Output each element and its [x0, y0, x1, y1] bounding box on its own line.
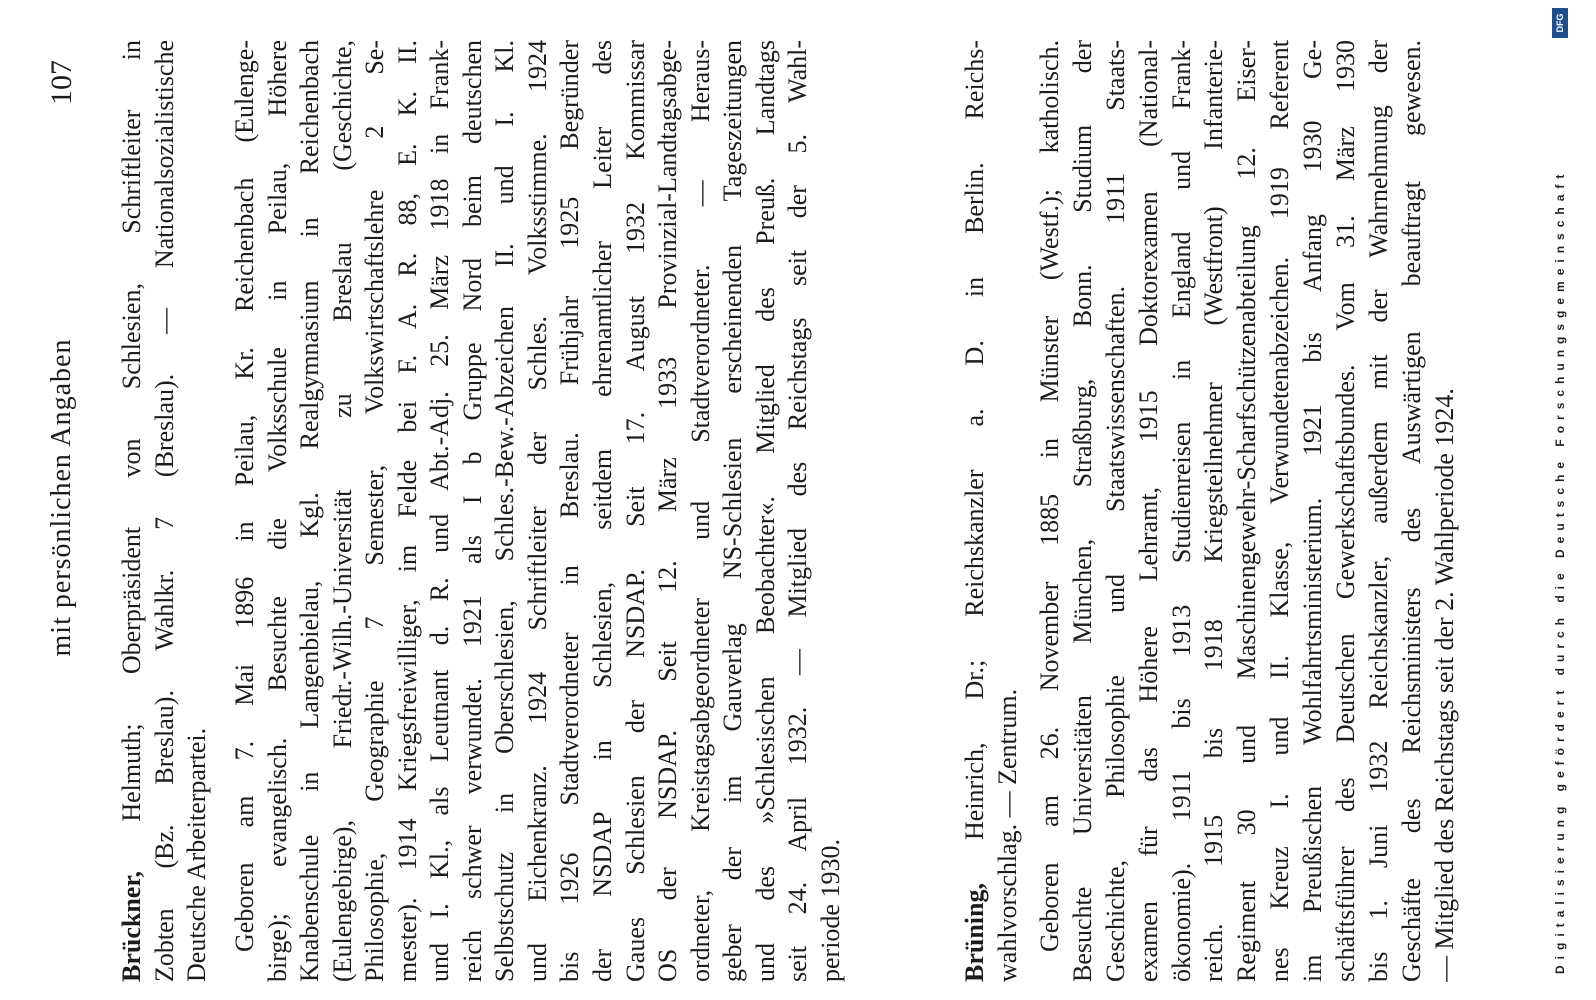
entry-brueckner-heading [116, 40, 214, 982]
text-line: Selbstschutz in Oberschlesien, Schles.-Bew.-Abzeichen II. und I. Kl. [490, 40, 520, 982]
text-line: OS der NSDAP. Seit 12. März 1933 Provinzial-Landtagsabge- [653, 40, 683, 982]
text-line [959, 40, 992, 982]
text-line: (Eulengebirge), Friedr.-Wilh.-Universität zu Breslau (Geschichte, [327, 40, 357, 982]
text-line: ordneter, Kreistagsabgeordneter und Stadtverordneter. — Heraus- [685, 40, 715, 982]
text-line: nes Kreuz I. und II. Klasse, Verwundetenabzeichen. 1919 Referent [1265, 40, 1295, 982]
text-line: Knabenschule in Langenbielau, Kgl. Realgymnasium in Reichenbach [295, 40, 325, 982]
entry-bruening-heading [959, 40, 1024, 982]
text-line: examen für das Höhere Lehramt, 1915 Doktorexamen (National- [1133, 40, 1163, 982]
text-line: Geschäfte des Reichsministers des Auswärtigen beauftragt gewesen. [1396, 40, 1426, 982]
text-line: und I. Kl., als Leutnant d. R. und Abt.-Adj. 25. März 1918 in Frank- [425, 40, 455, 982]
digitization-note [1550, 8, 1570, 974]
text-line: Geschichte, Philosophie und Staatswissenschaften. 1911 Staats- [1100, 40, 1130, 982]
text-line: der NSDAP in Schlesien, seitdem ehrenamtlicher Leiter des [588, 40, 618, 982]
text-line: Deutsche Arbeiterpartei. [182, 727, 211, 982]
text-line: bis 1926 Stadtverordneter in Breslau. Frühjahr 1925 Begründer [555, 40, 585, 982]
text-line: wahlvorschlag. — Zentrum. [992, 688, 1022, 982]
text-line: seit 24. April 1932. — Mitglied des Reichstags seit der 5. Wahl- [783, 40, 813, 982]
digitization-note-text: Digitalisierung gefördert durch die Deutsche Forschungsgemeinschaft [1553, 168, 1567, 974]
page-number: 107 [45, 60, 78, 105]
text-line [116, 40, 149, 982]
text-line: reich. 1915 bis 1918 Kriegsteilnehmer (Westfront) Infanterie- [1199, 40, 1229, 982]
text-line: reich schwer verwundet. 1921 als I b Gruppe Nord beim deutschen [457, 40, 487, 982]
text-line: und Eichenkranz. 1924 Schriftleiter der Schles. Volksstimme. 1924 [522, 40, 552, 982]
text-line-content: Helmuth; Oberpräsident von Schlesien, Schriftleiter in [117, 40, 146, 822]
text-line: im Preußischen Wohlfahrtsministerium. 1921 bis Anfang 1930 Ge- [1298, 40, 1328, 982]
text-line: Regiment 30 und Maschinengewehr-Scharfschützenabteilung 12. Eiser- [1232, 40, 1262, 982]
entry-bruening-biography [1034, 40, 1462, 982]
text-line: schäftsführer des Deutschen Gewerkschaftsbundes. Vom 31. März 1930 [1331, 40, 1361, 982]
text-line: geber der im Gauverlag NS-Schlesien erscheinenden Tageszeitungen [718, 40, 748, 982]
text-line: Geboren am 26. November 1885 in Münster (Westf.); katholisch. [1035, 40, 1064, 952]
entry-name: Brückner, [117, 871, 146, 982]
text-line: Zobten (Bz. Breslau). Wahlkr. 7 (Breslau). — Nationalsozialistische [149, 40, 179, 982]
text-line: ökonomie). 1911 bis 1913 Studienreisen in England und Frank- [1166, 40, 1196, 982]
text-line: birge); evangelisch. Besuchte die Volksschule in Peilau, Höhere [262, 40, 292, 982]
text-line: Geboren am 7. Mai 1896 in Peilau, Kr. Reichenbach (Eulenge- [230, 40, 259, 952]
text-line: Gaues Schlesien der NSDAP. Seit 17. August 1932 Kommissar [620, 40, 650, 982]
text-line: Besuchte Universitäten München, Straßburg, Bonn. Studium der [1067, 40, 1097, 982]
text-line: Philosophie, Geographie 7 Semester, Volkswirtschaftslehre 2 Se- [360, 40, 390, 982]
text-line: und des »Schlesischen Beobachter«. Mitglied des Preuß. Landtags [750, 40, 780, 982]
text-line: mester). 1914 Kriegsfreiwilliger, im Felde bei F. A. R. 88, E. K. II. [392, 40, 422, 982]
text-line: bis 1. Juni 1932 Reichskanzler, außerdem mit der Wahrnehmung der [1363, 40, 1393, 982]
dfg-logo: DFG [1552, 8, 1568, 38]
text-line: periode 1930. [815, 839, 845, 982]
text-line-content: Heinrich, Dr.; Reichskanzler a. D. in Berlin. Reichs- [960, 40, 989, 840]
entry-name: Brüning, [960, 883, 989, 982]
running-title: mit persönlichen Angaben [46, 338, 77, 657]
text-line: — Mitglied des Reichstags seit der 2. Wahlperiode 1924. [1429, 388, 1459, 982]
entry-brueckner-biography [229, 40, 847, 982]
